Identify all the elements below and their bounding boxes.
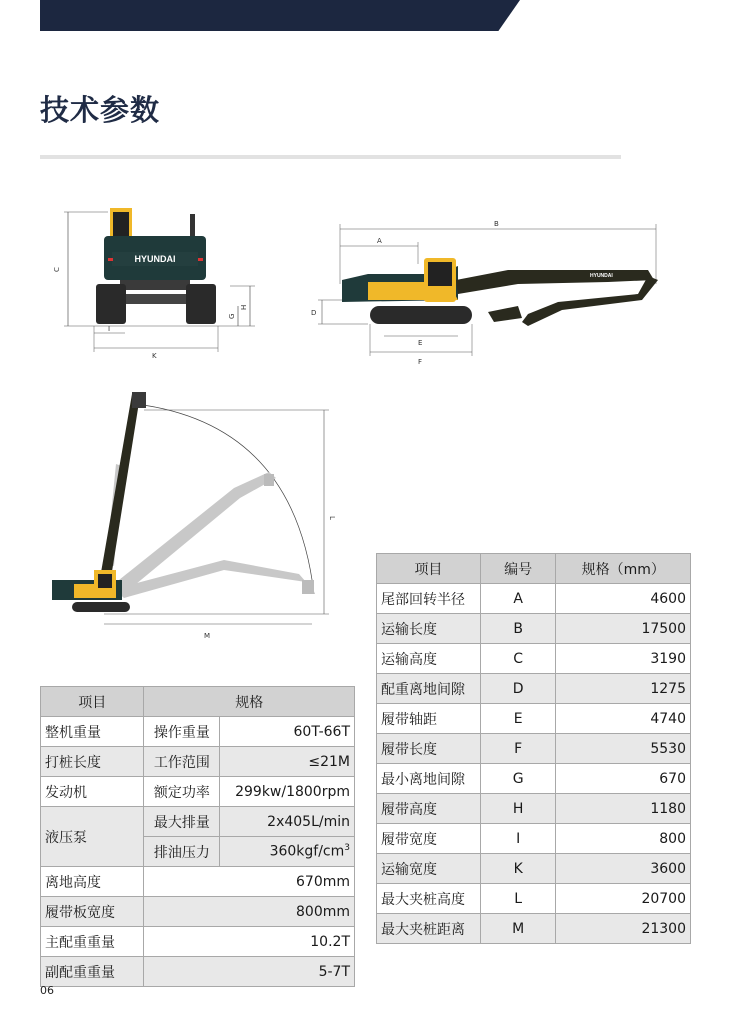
- spec-item: 离地高度: [41, 867, 144, 897]
- dim-item: 配重离地间隙: [377, 674, 481, 704]
- dim-header-item: 项目: [377, 554, 481, 584]
- reach-diagram: [44, 384, 344, 646]
- dimension-table: [376, 553, 691, 944]
- dim-header-value: 规格（mm）: [556, 554, 691, 584]
- spec-value: ≤21M: [220, 747, 355, 777]
- dim-label-g: G: [228, 313, 236, 319]
- spec-value: 299kw/1800rpm: [220, 777, 355, 807]
- spec-value-superscript: 3: [344, 843, 350, 854]
- spec-value: 2x405L/min: [220, 807, 355, 837]
- dim-value: 1275: [556, 674, 691, 704]
- dim-item: 履带轴距: [377, 704, 481, 734]
- dim-label-m: M: [204, 632, 211, 640]
- dim-value: 21300: [556, 914, 691, 944]
- spec-item: 整机重量: [41, 717, 144, 747]
- spec-item: 发动机: [41, 777, 144, 807]
- spec-value: 670mm: [144, 867, 355, 897]
- dim-item: 履带高度: [377, 794, 481, 824]
- dim-code: F: [480, 734, 556, 764]
- brand-logo-front: HYUNDAI: [134, 254, 176, 264]
- spec-value: 60T-66T: [220, 717, 355, 747]
- dim-item: 最小离地间隙: [377, 764, 481, 794]
- dim-code: B: [480, 614, 556, 644]
- page-title: 技术参数: [40, 93, 161, 127]
- dim-value: 3600: [556, 854, 691, 884]
- dim-code: A: [480, 584, 556, 614]
- spec-item: 主配重重量: [41, 927, 144, 957]
- dim-item: 最大夹桩距离: [377, 914, 481, 944]
- dim-value: 5530: [556, 734, 691, 764]
- dim-label-a: A: [377, 237, 382, 245]
- dim-item: 运输宽度: [377, 854, 481, 884]
- spec-subitem: 工作范围: [144, 747, 220, 777]
- page-number: 06: [40, 984, 54, 997]
- dim-label-d: D: [311, 309, 317, 317]
- dim-code: G: [480, 764, 556, 794]
- dim-item: 尾部回转半径: [377, 584, 481, 614]
- spec-item: 打桩长度: [41, 747, 144, 777]
- spec-subitem: 最大排量: [144, 807, 220, 837]
- dim-code: E: [480, 704, 556, 734]
- spec-item: 履带板宽度: [41, 897, 144, 927]
- spec-subitem: 操作重量: [144, 717, 220, 747]
- spec-subitem: 额定功率: [144, 777, 220, 807]
- dim-label-c: C: [53, 267, 61, 272]
- dim-value: 4740: [556, 704, 691, 734]
- title-divider: [40, 155, 621, 159]
- dim-value: 670: [556, 764, 691, 794]
- spec-header-value: 规格: [144, 687, 355, 717]
- spec-value: 360kgf/cm: [269, 843, 345, 860]
- spec-value: 10.2T: [144, 927, 355, 957]
- dim-code: H: [480, 794, 556, 824]
- spec-subitem: 排油压力: [144, 837, 220, 867]
- spec-value-with-unit: [220, 837, 355, 867]
- dim-item: 履带宽度: [377, 824, 481, 854]
- dim-item: 运输高度: [377, 644, 481, 674]
- dim-label-k: K: [152, 352, 157, 360]
- dim-label-f: F: [418, 358, 423, 366]
- dim-code: I: [480, 824, 556, 854]
- dim-value: 3190: [556, 644, 691, 674]
- spec-item: 液压泵: [41, 807, 144, 867]
- dim-label-l: L: [328, 516, 336, 520]
- dim-value: 800: [556, 824, 691, 854]
- dim-label-e: E: [418, 339, 423, 347]
- dim-code: C: [480, 644, 556, 674]
- dim-label-i: I: [108, 325, 111, 333]
- side-view-diagram: [308, 214, 663, 369]
- dim-code: M: [480, 914, 556, 944]
- dim-item: 最大夹桩高度: [377, 884, 481, 914]
- dim-value: 1180: [556, 794, 691, 824]
- header-bar: [40, 0, 520, 31]
- spec-header-item: 项目: [41, 687, 144, 717]
- dim-header-code: 编号: [480, 554, 556, 584]
- dim-item: 履带长度: [377, 734, 481, 764]
- dim-value: 17500: [556, 614, 691, 644]
- spec-value: 800mm: [144, 897, 355, 927]
- dim-code: K: [480, 854, 556, 884]
- front-view-diagram: [50, 198, 270, 363]
- dim-label-h: H: [240, 304, 248, 310]
- dim-value: 20700: [556, 884, 691, 914]
- dim-item: 运输长度: [377, 614, 481, 644]
- spec-table: [40, 686, 355, 987]
- spec-value: 5-7T: [144, 957, 355, 987]
- spec-item: 副配重重量: [41, 957, 144, 987]
- dim-value: 4600: [556, 584, 691, 614]
- brand-logo-boom: HYUNDAI: [590, 273, 613, 279]
- dim-code: D: [480, 674, 556, 704]
- dim-code: L: [480, 884, 556, 914]
- dim-label-b: B: [494, 220, 499, 228]
